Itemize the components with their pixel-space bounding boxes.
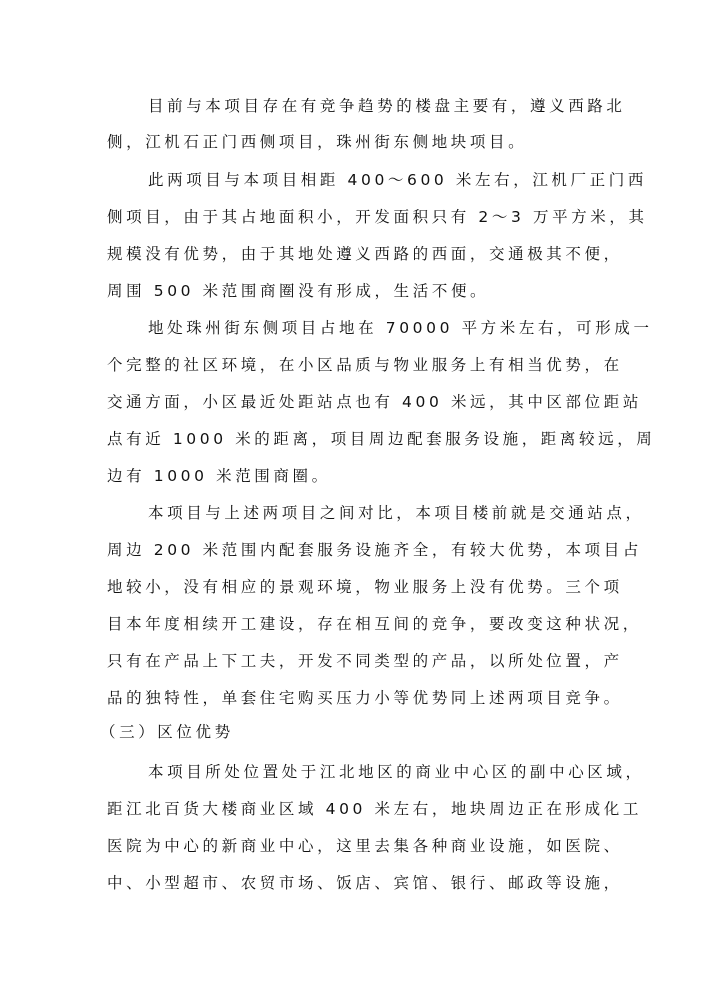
p4-line-6: 品的独特性，单套住宅购买压力小等优势同上述两项目竞争。 — [107, 689, 623, 707]
p3-line-1: 地处珠州街东侧项目占地在 70000 平方米左右，可形成一 — [148, 319, 653, 337]
p2-line-1: 此两项目与本项目相距 400～600 米左右，江机厂正门西 — [148, 171, 647, 189]
p4-line-4: 目本年度相续开工建设，存在相互间的竞争，要改变这种状况， — [107, 615, 642, 633]
p3-line-3: 交通方面，小区最近处距站点也有 400 米远，其中区部位距站 — [107, 393, 642, 411]
p5-line-3: 医院为中心的新商业中心，这里去集各种商业设施，如医院、 — [107, 837, 623, 855]
p3-line-4: 点有近 1000 米的距离，项目周边配套服务设施，距离较远，周 — [107, 430, 656, 448]
p4-line-2: 周边 200 米范围内配套服务设施齐全，有较大优势，本项目占 — [107, 541, 642, 559]
p2-line-2: 侧项目，由于其占地面积小，开发面积只有 2～3 万平方米，其 — [107, 208, 648, 226]
p3-line-5: 边有 1000 米范围商圈。 — [107, 467, 331, 485]
p4-line-3: 地较小，没有相应的景观环境，物业服务上没有优势。三个项 — [107, 578, 623, 596]
p1-line-2: 侧，江机石正门西侧项目，珠州街东侧地块项目。 — [107, 133, 528, 151]
section-heading: （三）区位优势 — [100, 723, 234, 741]
p5-line-1: 本项目所处位置处于江北地区的商业中心区的副中心区域， — [148, 763, 645, 781]
p1-line-1: 目前与本项目存在有竞争趋势的楼盘主要有，遵义西路北 — [148, 97, 626, 115]
p3-line-2: 个完整的社区环境，在小区品质与物业服务上有相当优势，在 — [107, 356, 623, 374]
p5-line-2: 距江北百货大楼商业区域 400 米左右，地块周边正在形成化工 — [107, 800, 642, 818]
p2-line-3: 规模没有优势，由于其地处遵义西路的西面，交通极其不便， — [107, 245, 623, 263]
p2-line-4: 周围 500 米范围商圈没有形成，生活不便。 — [107, 282, 490, 300]
p4-line-5: 只有在产品上下工夫，开发不同类型的产品，以所处位置，产 — [107, 652, 623, 670]
p5-line-4: 中、小型超市、农贸市场、饭店、宾馆、银行、邮政等设施， — [107, 874, 623, 892]
p4-line-1: 本项目与上述两项目之间对比，本项目楼前就是交通站点， — [148, 504, 645, 522]
